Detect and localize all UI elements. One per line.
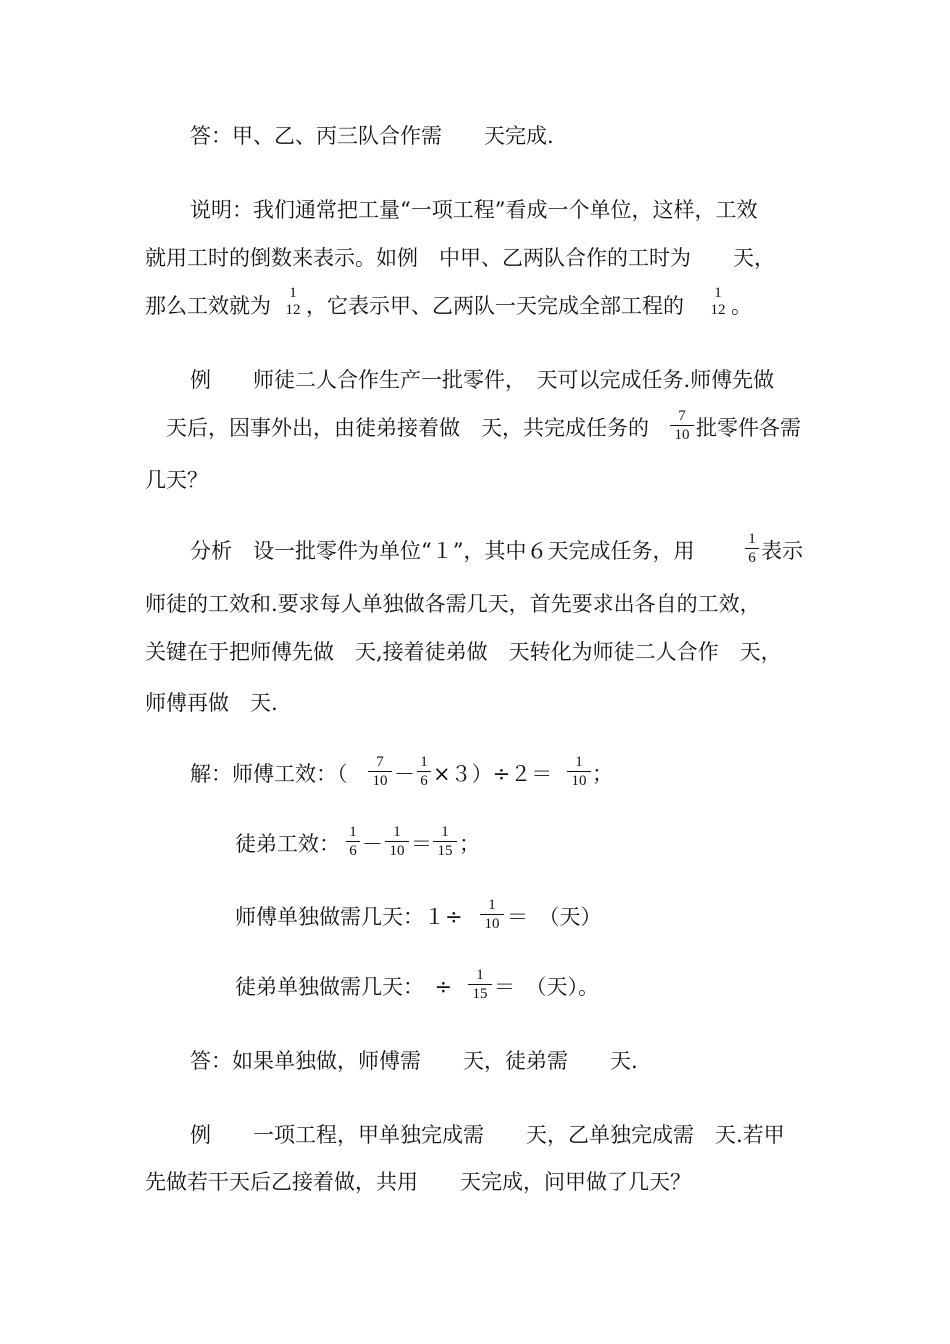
solution-line-1d: ；: [592, 762, 613, 786]
solution-line-4a: 徒弟单独做需几天： ÷: [235, 975, 453, 999]
fraction-numerator: 7: [678, 408, 686, 424]
fraction-numerator: 1: [393, 824, 401, 840]
fraction-1-10: [385, 824, 409, 859]
example-line-3: 几天？: [145, 468, 208, 492]
fraction-denominator: 12: [710, 302, 726, 318]
solution-line-1a: 解：师傅工效：（: [190, 762, 348, 786]
fraction-1-6: [346, 824, 360, 859]
analysis-line-3: 关键在于把师傅先做 天,接着徒弟做 天转化为师徒二人合作 天，: [145, 640, 782, 664]
fraction-1-6: [745, 531, 759, 566]
fraction-denominator: 6: [748, 550, 756, 566]
fraction-denominator: 6: [420, 773, 428, 789]
fraction-denominator: 12: [285, 302, 301, 318]
solution-line-1c: ×３）÷２＝: [433, 762, 553, 786]
example2-line-2: 先做若干天后乙接着做，共用 天完成，问甲做了几天？: [145, 1170, 691, 1194]
fraction-numerator: 1: [476, 967, 484, 983]
fraction-1-10: [480, 897, 504, 932]
fraction-numerator: 1: [349, 824, 357, 840]
explanation-line-1: 说明：我们通常把工量“一项工程”看成一个单位，这样，工效: [190, 198, 758, 222]
explanation-line-3a: 那么工效就为: [145, 294, 271, 318]
solution-line-2b: －: [362, 832, 383, 856]
analysis-line-2: 师徒的工效和.要求每人单独做各需几天，首先要求出各自的工效，: [145, 592, 761, 616]
fraction-numerator: 7: [376, 754, 384, 770]
fraction-denominator: 10: [389, 843, 405, 859]
example-line-2a: 天后，因事外出，由徒弟接着做 天，共完成任务的: [145, 416, 649, 440]
fraction-7-10: [368, 754, 392, 789]
example-line-2b: 批零件各需: [696, 416, 801, 440]
solution-line-2c: ＝: [411, 832, 432, 856]
fraction-numerator: 1: [441, 824, 449, 840]
fraction-numerator: 1: [575, 754, 583, 770]
fraction-1-12: [707, 285, 729, 318]
solution-line-2a: 徒弟工效：: [235, 832, 340, 856]
fraction-numerator: 1: [420, 754, 428, 770]
answer-line-1: 答：甲、乙、丙三队合作需 天完成.: [190, 124, 554, 148]
solution-line-3a: 师傅单独做需几天：１÷: [235, 905, 463, 929]
fraction-1-12: [282, 285, 304, 318]
fraction-numerator: 1: [748, 531, 756, 547]
fraction-denominator: 15: [437, 843, 453, 859]
fraction-numerator: 1: [488, 897, 496, 913]
fraction-1-15: [433, 824, 457, 859]
fraction-7-10: [670, 408, 694, 443]
fraction-numerator: 1: [714, 285, 722, 301]
fraction-1-15: [468, 967, 492, 1002]
explanation-line-3c: 。: [731, 294, 752, 318]
fraction-denominator: 10: [571, 773, 587, 789]
explanation-line-3b: ，它表示甲、乙两队一天完成全部工程的: [306, 294, 684, 318]
explanation-line-2: 就用工时的倒数来表示。如例 中甲、乙两队合作的工时为 天，: [145, 246, 775, 270]
solution-line-3b: ＝ （天）: [507, 905, 602, 929]
fraction-denominator: 15: [472, 986, 488, 1002]
example-line-1: 例 师徒二人合作生产一批零件， 天可以完成任务.师傅先做: [190, 368, 775, 392]
example2-line-1: 例 一项工程，甲单独完成需 天，乙单独完成需 天.若甲: [190, 1123, 785, 1147]
fraction-denominator: 10: [674, 427, 690, 443]
fraction-numerator: 1: [289, 285, 297, 301]
fraction-1-6: [417, 754, 431, 789]
fraction-1-10: [567, 754, 591, 789]
solution-line-1b: －: [394, 762, 415, 786]
solution-line-4b: ＝ （天）。: [494, 975, 599, 999]
fraction-denominator: 6: [349, 843, 357, 859]
solution-line-2d: ；: [459, 832, 480, 856]
fraction-denominator: 10: [372, 773, 388, 789]
analysis-line-1a: 分析 设一批零件为单位“１”，其中６天完成任务，用: [190, 539, 695, 563]
fraction-denominator: 10: [484, 916, 500, 932]
analysis-line-4: 师傅再做 天.: [145, 691, 278, 715]
analysis-line-1b: 表示: [761, 539, 803, 563]
answer-line-2: 答：如果单独做，师傅需 天，徒弟需 天.: [190, 1049, 638, 1073]
